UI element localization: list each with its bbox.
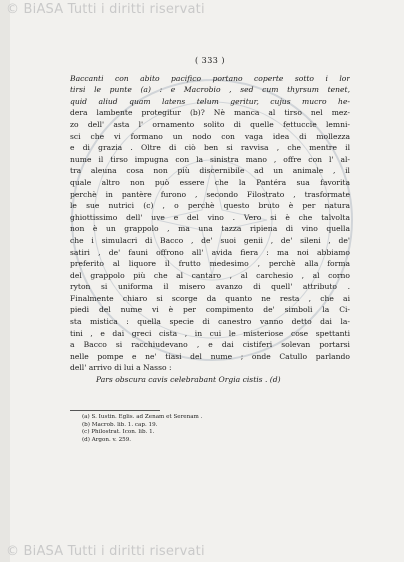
watermark-bottom: © BiASA Tutti i diritti riservati [6, 544, 205, 559]
text-line: a Bacco si racchiudevano , e dai cistiferi solevan portarsi [70, 340, 350, 350]
page-number: ( 333 ) [194, 56, 226, 65]
text-line: tini , e dai greci cista , in cui le misteriose cose spettanti [70, 328, 350, 338]
footnote: (a) S. Iustin. Eglis. ad Zenam et Serenam . [82, 414, 203, 420]
text-line: preferito al liquore il frutto medesimo , perchè alla forma [70, 259, 350, 269]
watermark-top: © BiASA Tutti i diritti riservati [6, 2, 205, 17]
footnote-divider [70, 410, 160, 411]
text-line: Finalmente chiaro si scorge da quanto ne resta , che ai [70, 293, 350, 303]
text-line: le sue nutrici (c) , o perchè questo bruto è per natura [70, 201, 350, 211]
text-line: tirsi le punte (a) : e Macrobio , sed cum thyrsum tenet, [70, 85, 350, 95]
text-line: ryton si uniforma il misero avanzo di quell' attributo . [70, 282, 350, 292]
text-line: non è un grappolo , ma una tazza ripiena di vino quella [70, 224, 350, 234]
text-line: quid aliud quam latens telum geritur, cujus mucro he- [70, 96, 350, 106]
text-line: zo dell' asta l' ornamento solito di quelle fettuccie lemni- [70, 119, 350, 129]
page-gutter [0, 0, 10, 562]
text-line: del grappolo più che al cantaro , al carchesio , al corno [70, 270, 350, 280]
text-line: perchè in pantère furono , secondo Filostrato , trasformate [70, 189, 350, 199]
verse-quote: Pars obscura cavis celebrabant Orgia cistis . (d) [96, 375, 281, 385]
text-line: tra aleuna cosa non più discernibile ad un animale , il [70, 166, 350, 176]
text-line: che i simulacri di Bacco , de' suoi genii , de' sileni , de' [70, 235, 350, 245]
text-line: satiri , de' fauni offrono all' avida fiera : ma noi abbiamo [70, 247, 350, 257]
text-line: piedi del nume vi è per compimento de' simboli la Ci- [70, 305, 350, 315]
text-line: quale altro non può essere che la Pantéra sua favorita [70, 177, 350, 187]
footnote: (b) Macrob. lib. 1. cap. 19. [82, 421, 158, 428]
text-line: dell' arrivo di lui a Nasso : [70, 363, 172, 373]
text-line: nume il tirso impugna con la sinistra mano , offre con l' al- [70, 154, 350, 164]
text-line: sta mistica : quella specie di canestro vanno detto dai la- [70, 317, 350, 327]
text-line: sci che vi formano un nodo con vaga idea di mollezza [70, 131, 350, 141]
text-line: dera lambente protegitur (b)? Nè manca al tirso nel mez- [70, 108, 350, 118]
text-line: nelle pompe e ne' tiasi del nume ; onde Catullo parlando [70, 351, 350, 361]
footnotes [82, 414, 322, 444]
book-page-text [70, 55, 350, 386]
text-line: ghiottissimo dell' uve e del vino . Vero si è che talvolta [70, 212, 350, 222]
footnote: (d) Argon. v. 259. [82, 436, 132, 443]
text-line: e di grazia . Oltre di ciò ben si ravvisa , che mentre il [70, 143, 350, 153]
footnote: (c) Philostrat. Icon. lib. 1. [82, 429, 155, 436]
text-line: Baccanti con abito pacifico portano coperte sotto i lor [70, 73, 350, 83]
